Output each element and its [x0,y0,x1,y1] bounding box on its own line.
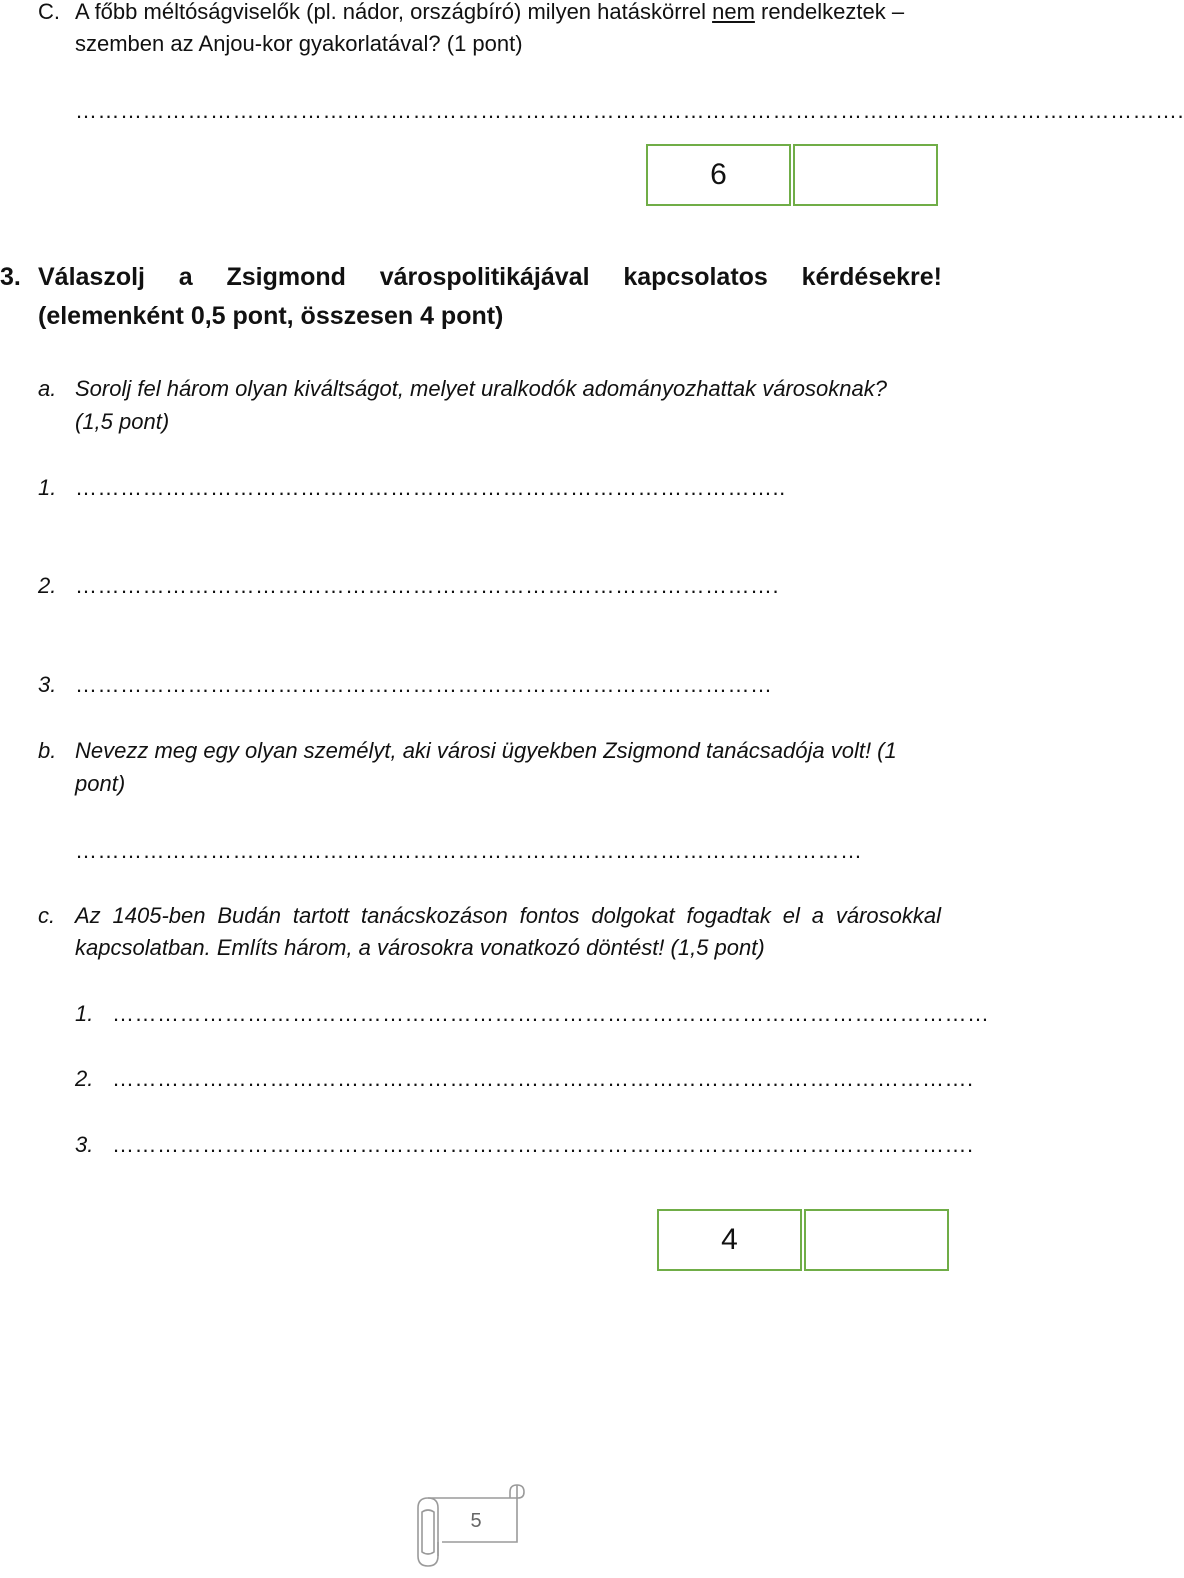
question-3-title-line1: Válaszolj a Zsigmond várospolitikájával kapcsolatos kérdésekre! [38,263,942,291]
question-3a-marker: a. [38,376,57,401]
question-3b-text-line2: pont) [75,771,126,796]
question-3c-text-line1: Az 1405-ben Budán tartott tanácskozáson fontos dolgokat fogadtak el a városokkal [75,903,941,928]
question-3b-marker: b. [38,738,57,763]
question-c-underlined-word: nem [712,0,755,24]
question-c-text-line1 [75,0,943,28]
question-c-text-line2: szemben az Anjou-kor gyakorlatával? (1 pont) [75,31,523,56]
question-3a-text-line1: Sorolj fel három olyan kiváltságot, melyet uralkodók adományozhattak városoknak? [75,376,887,401]
question-c-marker: C. [38,0,60,24]
question-3a-answer-2-num: 2. [38,573,57,598]
page-number: 5 [470,1510,482,1532]
question-3b-answer-line[interactable]: …………………………………………………………………………………………… [75,838,863,863]
score-box-1 [646,144,938,204]
question-c-text-part1: A főbb méltóságviselők (pl. nádor, országbíró) milyen hatáskörrel [75,0,713,24]
question-3b-text-line1: Nevezz meg egy olyan személyt, aki városi ügyekben Zsigmond tanácsadója volt! (1 [75,738,897,763]
question-3a-answer-3-line[interactable]: ………………………………………………………………………………… [75,672,773,697]
score-box-2-earned[interactable] [804,1209,949,1271]
question-3c-answer-2-line[interactable]: ……………………………………………………………………………………………………. [112,1066,974,1091]
question-3c-text-line2: kapcsolatban. Említs három, a városokra vonatkozó döntést! (1,5 pont) [75,935,765,960]
question-3c-answer-1-num: 1. [75,1001,94,1026]
question-c-text-part2: rendelkeztek – [754,0,905,24]
score-box-2-max: 4 [657,1209,802,1271]
question-3c-answer-2-num: 2. [75,1066,94,1091]
score-box-2 [657,1209,949,1269]
score-box-1-max: 6 [646,144,791,206]
question-3a-answer-1-line[interactable]: ………………………………………………………………………………….. [75,475,786,500]
question-3c-marker: c. [38,903,56,928]
score-box-1-earned[interactable] [793,144,938,206]
question-3-number: 3. [0,263,21,291]
page-number-footer [414,1482,528,1568]
question-3a-answer-3-num: 3. [38,672,57,697]
question-3a-answer-1-num: 1. [38,475,57,500]
question-3-title-line2: (elemenként 0,5 pont, összesen 4 pont) [38,302,504,330]
question-3c-answer-1-line[interactable]: ……………………………………………………………………………………………………… [112,1001,990,1026]
question-c-answer-line[interactable]: …………………………………………………………………………………………………………………………………. [75,98,1184,123]
question-3c-answer-3-line[interactable]: ……………………………………………………………………………………………………. [112,1132,974,1157]
question-3a-text-line2: (1,5 pont) [75,409,170,434]
question-3c-answer-3-num: 3. [75,1132,94,1157]
question-3a-answer-2-line[interactable]: …………………………………………………………………………………. [75,573,780,598]
